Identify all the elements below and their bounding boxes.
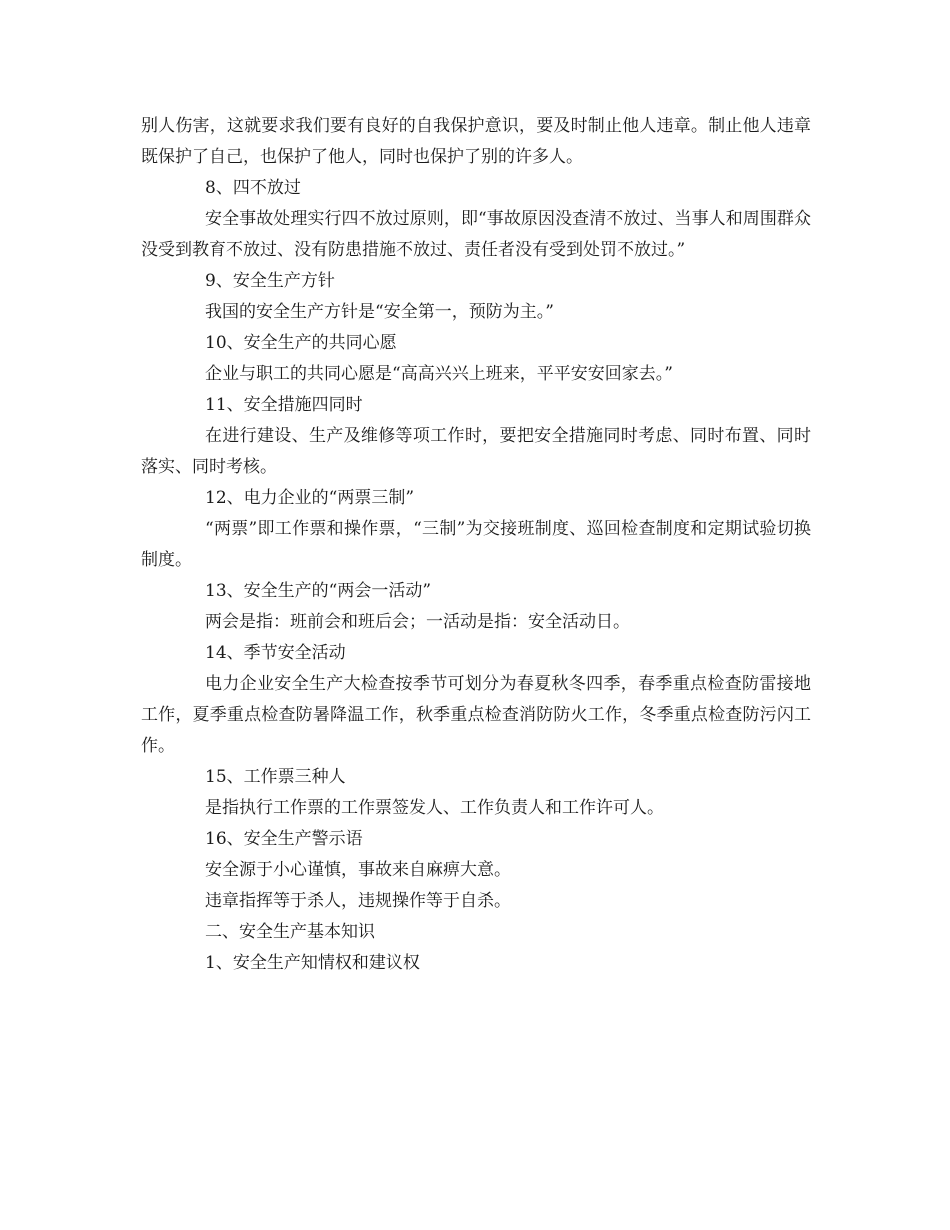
paragraph: 违章指挥等于杀人，违规操作等于自杀。 bbox=[205, 891, 511, 911]
paragraph: 安全事故处理实行四不放过原则，即“事故原因没查清不放过、当事人和周围群众没受到教育不放过、没有防患措施不放过、责任者没有受到处罚不放过。” bbox=[141, 209, 811, 260]
section-heading: 10、安全生产的共同心愿 bbox=[205, 333, 397, 353]
paragraph: 安全源于小心谨慎，事故来自麻痹大意。 bbox=[205, 860, 511, 880]
document-body bbox=[141, 111, 811, 979]
section-heading: 9、安全生产方针 bbox=[205, 271, 335, 291]
section-heading: 16、安全生产警示语 bbox=[205, 829, 363, 849]
paragraph: 别人伤害，这就要求我们要有良好的自我保护意识，要及时制止他人违章。制止他人违章既保护了自己，也保护了他人，同时也保护了别的许多人。 bbox=[141, 116, 811, 167]
section-heading: 14、季节安全活动 bbox=[205, 643, 346, 663]
section-heading: 8、四不放过 bbox=[205, 178, 301, 198]
paragraph: “两票”即工作票和操作票，“三制”为交接班制度、巡回检查制度和定期试验切换制度。 bbox=[141, 519, 811, 570]
section-heading: 11、安全措施四同时 bbox=[205, 395, 363, 415]
paragraph: 我国的安全生产方针是“安全第一，预防为主。” bbox=[205, 302, 554, 322]
section-heading: 1、安全生产知情权和建议权 bbox=[205, 953, 420, 973]
paragraph: 企业与职工的共同心愿是“高高兴兴上班来，平平安安回家去。” bbox=[205, 364, 673, 384]
section-heading: 二、安全生产基本知识 bbox=[205, 922, 375, 942]
paragraph: 在进行建设、生产及维修等项工作时，要把安全措施同时考虑、同时布置、同时落实、同时考核。 bbox=[141, 426, 811, 477]
section-heading: 13、安全生产的“两会一活动” bbox=[205, 581, 432, 601]
section-heading: 12、电力企业的“两票三制” bbox=[205, 488, 415, 508]
paragraph: 两会是指：班前会和班后会；一活动是指：安全活动日。 bbox=[205, 612, 630, 632]
section-heading: 15、工作票三种人 bbox=[205, 767, 346, 787]
paragraph: 电力企业安全生产大检查按季节可划分为春夏秋冬四季，春季重点检查防雷接地工作，夏季重点检查防暑降温工作，秋季重点检查消防防火工作，冬季重点检查防污闪工作。 bbox=[141, 674, 811, 756]
paragraph: 是指执行工作票的工作票签发人、工作负责人和工作许可人。 bbox=[205, 798, 664, 818]
